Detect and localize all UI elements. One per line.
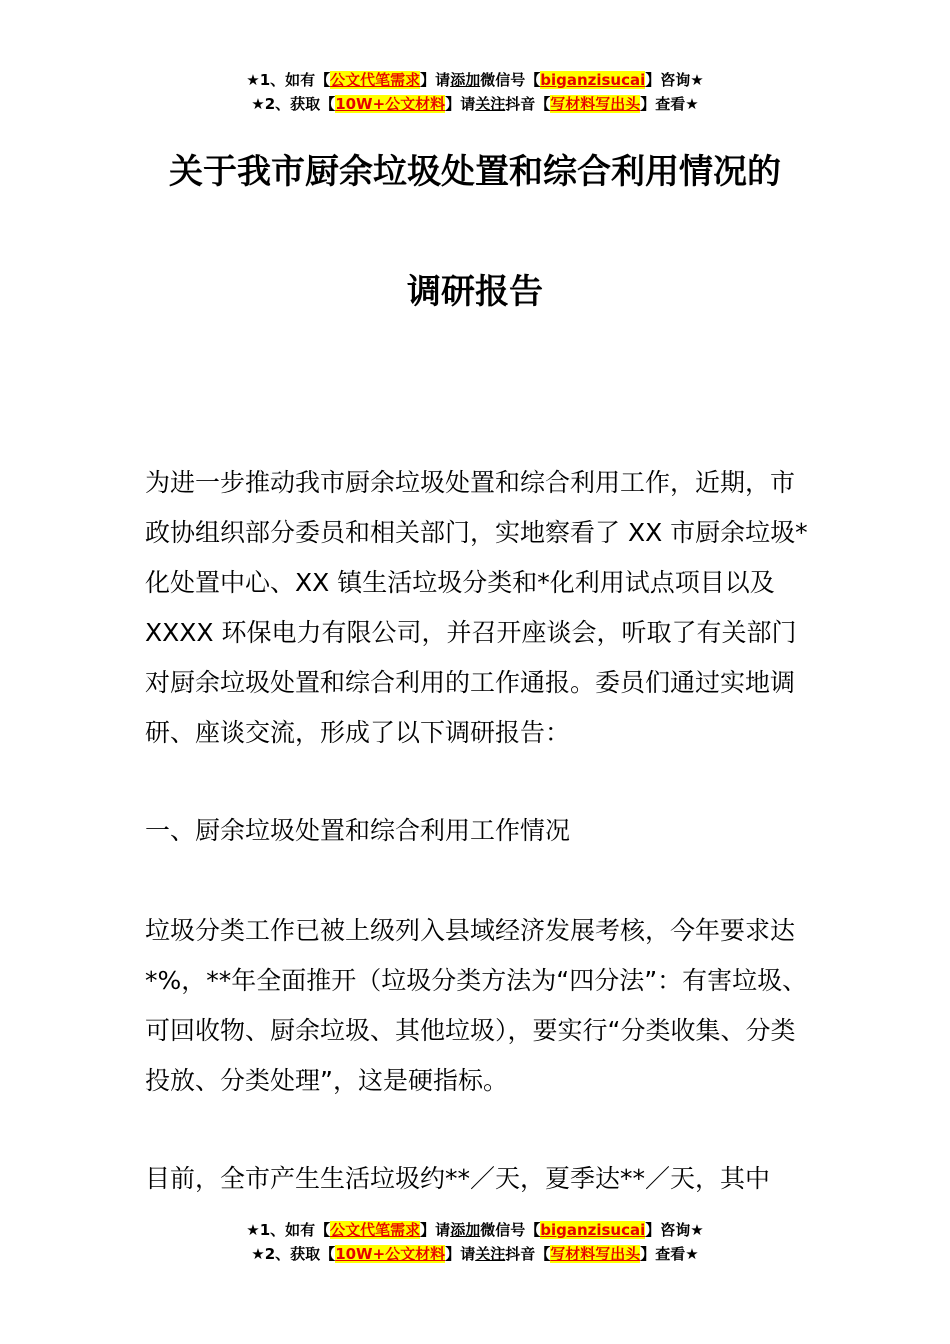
- ad-highlight-service: 公文代笔需求: [330, 1221, 421, 1239]
- ad-line-1: ★1、如有【公文代笔需求】请添加微信号【biganzisucai】咨询★: [246, 71, 704, 89]
- ad-highlight-douyin: 写材料写出头: [550, 1245, 641, 1263]
- ad-highlight-wechat-id: biganzisucai: [540, 71, 646, 89]
- document-title-line-2: 调研报告: [407, 272, 543, 312]
- ad-line-2: ★2、获取【10W+公文材料】请关注抖音【写材料写出头】查看★: [251, 1245, 699, 1263]
- ad-highlight-materials: 10W+公文材料: [335, 1245, 446, 1263]
- ad-line-2: ★2、获取【10W+公文材料】请关注抖音【写材料写出头】查看★: [251, 95, 699, 113]
- ad-highlight-douyin: 写材料写出头: [550, 95, 641, 113]
- ad-highlight-materials: 10W+公文材料: [335, 95, 446, 113]
- ad-line-1: ★1、如有【公文代笔需求】请添加微信号【biganzisucai】咨询★: [246, 1221, 704, 1239]
- ad-highlight-wechat-id: biganzisucai: [540, 1221, 646, 1239]
- document-title-line-1: 关于我市厨余垃圾处置和综合利用情况的: [169, 152, 781, 192]
- section-heading-1: 一、厨余垃圾处置和综合利用工作情况: [145, 816, 571, 845]
- body-paragraph-2: 垃圾分类工作已被上级列入县域经济发展考核，今年要求达*%，**年全面推开（垃圾分类方法为“四分法”：有害垃圾、可回收物、厨余垃圾、其他垃圾），要实行“分类收集、分类投放、分类处理”，这是硬指标。: [145, 916, 808, 1095]
- intro-paragraph: 为进一步推动我市厨余垃圾处置和综合利用工作，近期，市政协组织部分委员和相关部门，实地察看了 XX 市厨余垃圾*化处置中心、XX 镇生活垃圾分类和*化利用试点项目以及 XXXX 环保电力有限公司，并召开座谈会，听取了有关部门对厨余垃圾处置和综合利用的工作通报。委员们通过实地调研、座谈交流，形成了以下调研报告：: [145, 468, 808, 747]
- body-paragraph-3: 目前，全市产生生活垃圾约**／天，夏季达**／天，其中: [145, 1164, 771, 1193]
- ad-highlight-service: 公文代笔需求: [330, 71, 421, 89]
- ad-banner-bottom: [0, 1218, 950, 1266]
- ad-banner-top: [0, 68, 950, 116]
